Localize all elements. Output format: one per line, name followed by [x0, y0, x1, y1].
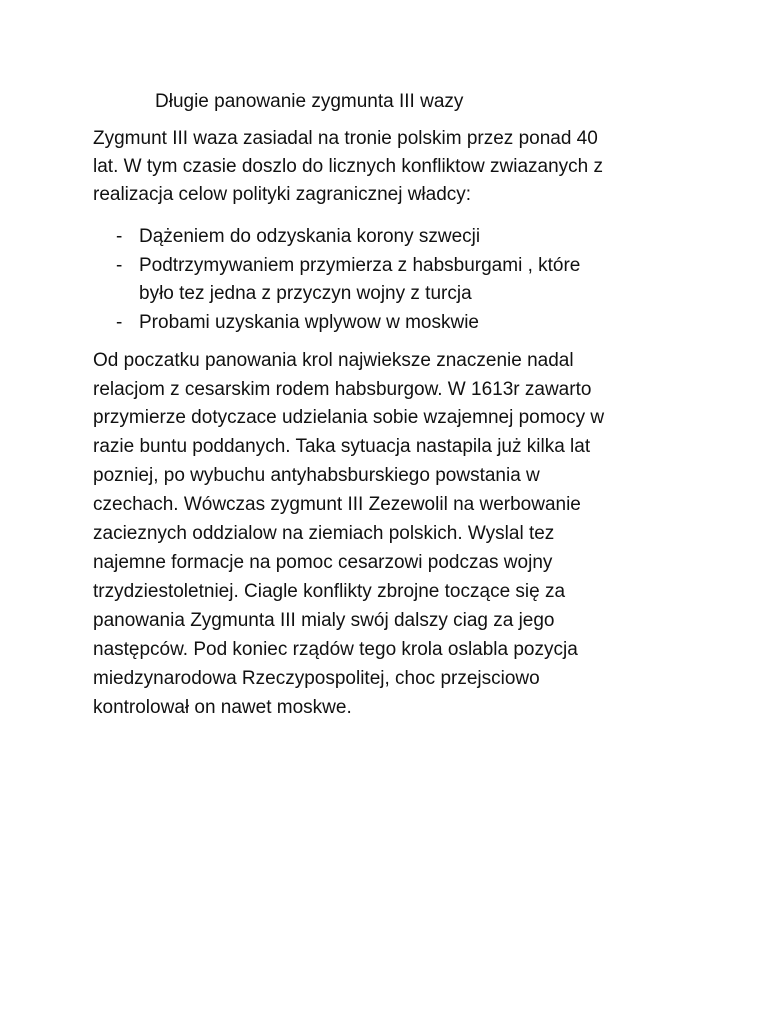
intro-line: Zygmunt III waza zasiadal na tronie polskim przez ponad 40 — [93, 128, 598, 149]
paragraph-line: Od poczatku panowania krol najwieksze znaczenie nadal — [93, 350, 574, 371]
intro-line: lat. W tym czasie doszlo do licznych konfliktow zwiazanych z — [93, 156, 604, 177]
list-dash: - — [116, 312, 123, 333]
paragraph-line: zacieznych oddzialow na ziemiach polskich. Wyslal tez — [93, 523, 555, 544]
paragraph-line: miedzynarodowa Rzeczypospolitej, choc przejsciowo — [93, 668, 540, 689]
list-item-continuation: było tez jedna z przyczyn wojny z turcja — [139, 283, 472, 304]
paragraph-line: najemne formacje na pomoc cesarzowi podczas wojny — [93, 552, 553, 573]
paragraph-line: kontrolował on nawet moskwe. — [93, 697, 352, 718]
list-item: Probami uzyskania wplywow w moskwie — [139, 312, 479, 333]
paragraph-line: czechach. Wówczas zygmunt III Zezewolil na werbowanie — [93, 494, 581, 515]
paragraph-line: pozniej, po wybuchu antyhabsburskiego powstania w — [93, 465, 540, 486]
paragraph-line: trzydziestoletniej. Ciagle konflikty zbrojne toczące się za — [93, 581, 566, 602]
list-item: Dążeniem do odzyskania korony szwecji — [139, 226, 481, 247]
paragraph-line: relacjom z cesarskim rodem habsburgow. W 1613r zawarto — [93, 379, 592, 400]
document-title: Długie panowanie zygmunta III wazy — [155, 91, 464, 112]
paragraph-line: razie buntu poddanych. Taka sytuacja nastapila już kilka lat — [93, 436, 591, 457]
intro-line: realizacja celow polityki zagranicznej władcy: — [93, 184, 472, 205]
list-dash: - — [116, 226, 123, 247]
paragraph-line: panowania Zygmunta III mialy swój dalszy ciag za jego — [93, 610, 555, 631]
paragraph-line: przymierze dotyczace udzielania sobie wzajemnej pomocy w — [93, 407, 605, 428]
paragraph-line: następców. Pod koniec rządów tego krola oslabla pozycja — [93, 639, 578, 660]
list-dash: - — [116, 255, 123, 276]
list-item: Podtrzymywaniem przymierza z habsburgami , które — [139, 255, 581, 276]
